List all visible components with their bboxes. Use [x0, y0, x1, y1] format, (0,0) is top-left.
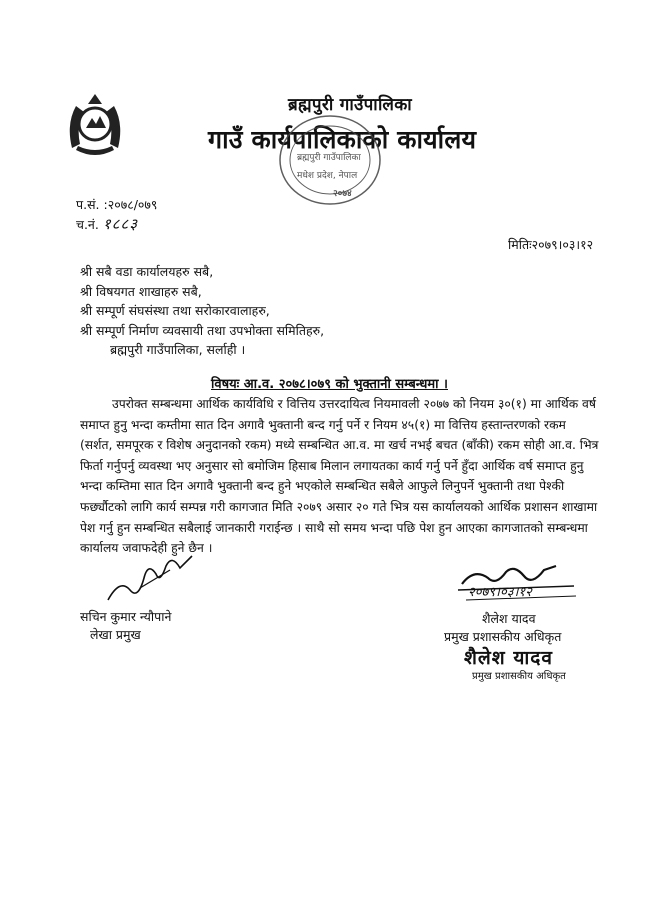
name-seal-title: प्रमुख प्रशासकीय अधिकृत: [472, 671, 566, 682]
recipient-line: श्री सबै वडा कार्यालयहरु सबै,: [80, 264, 214, 279]
organization-name: ब्रह्मपुरी गाउँपालिका: [288, 95, 412, 115]
right-signatory-name: शैलेश यादव: [482, 611, 536, 626]
government-emblem-icon: [62, 88, 128, 160]
dispatch-number-label: च.नं.: [76, 217, 99, 232]
name-seal: शैलेश यादव: [464, 647, 553, 669]
left-signatory-name: सचिन कुमार न्यौपाने: [80, 609, 172, 624]
letter-body: [80, 394, 600, 559]
right-signatory-title: प्रमुख प्रशासकीय अधिकृत: [444, 629, 562, 644]
handwritten-signature-right: [452, 560, 582, 608]
recipient-address: ब्रह्मपुरी गाउँपालिका, सर्लाही ।: [110, 342, 246, 357]
recipient-line: श्री सम्पूर्ण निर्माण व्यवसायी तथा उपभोक्ता समितिहरु,: [80, 322, 325, 338]
office-stamp: [275, 112, 385, 208]
recipient-line: श्री विषयगत शाखाहरु सबै,: [80, 283, 202, 299]
handwritten-signature-left: [100, 548, 200, 608]
left-signatory-title: लेखा प्रमुख: [90, 627, 141, 642]
letter-number-label: प.सं. :: [76, 197, 108, 212]
letter-body-text: उपरोक्त सम्बन्धमा आर्थिक कार्यविधि र वित्तिय उत्तरदायित्व नियमावली २०७७ को नियम ३०(१) मा आर्थिक वर्ष समाप्त हुनु भन्दा कम्तीमा सात दिन अगावै भुक्तानी बन्द गर्नु पर्ने र नियम ४५(१) मा वित्तिय हस्तान्तरणको रकम (सर्शत, समपूरक र विशेष अनुदानको रकम) मध्ये सम्बन्धित आ.व. मा खर्च नभई बचत (बाँकी) रकम सोही आ.व. भित्र फिर्ता गर्नुपर्नु व्यवस्था भए अनुसार सो बमोजिम हिसाब मिलान लगायतका कार्य गर्नु पर्ने हुँदा आर्थिक वर्ष समाप्त हुनु भन्दा कम्तिमा सात दिन अगावै भुक्तानी बन्द हुने भएकोले सम्बन्धित सबैले आफुले लिनुपर्ने भुक्तानी तथा पेश्की फर्छ्यौटको लागि कार्य सम्पन्न गरी कागजात मिति २०७९ असार २० गते भित्र यस कार्यालयको आर्थिक प्रशासन शाखामा पेश गर्नु हुन सम्बन्धित सबैलाई जानकारी गराईन्छ । साथै सो समय भन्दा पछि पेश हुन आएका कागजातको सम्बन्धमा कार्यालय जवाफदेही हुने छैन ।: [80, 397, 599, 556]
recipient-line: श्री सम्पूर्ण संघसंस्था तथा सरोकारवालाहरु,: [80, 303, 270, 318]
stamp-line: मधेश प्रदेश, नेपाल: [297, 171, 358, 181]
letter-number: [76, 196, 157, 213]
letter-date: मितिः२०७९।०३।१२: [508, 237, 594, 252]
office-name: गाउँ कार्यपालिकाको कार्यालय: [208, 125, 477, 154]
dispatch-number: [76, 214, 138, 234]
stamp-line: ब्रह्मपुरी गाउँपालिका: [297, 153, 361, 163]
letter-number-value: २०७८/०७९: [107, 197, 158, 212]
stamp-line: २०७४: [333, 189, 352, 199]
letter-subject: विषयः आ.व. २०७८।०७९ को भुक्तानी सम्बन्धमा ।: [211, 377, 448, 392]
dispatch-number-value: १८८३: [102, 215, 139, 233]
signature-date: २०७९।०३।१२: [468, 585, 532, 600]
recipient-list: [80, 262, 324, 360]
